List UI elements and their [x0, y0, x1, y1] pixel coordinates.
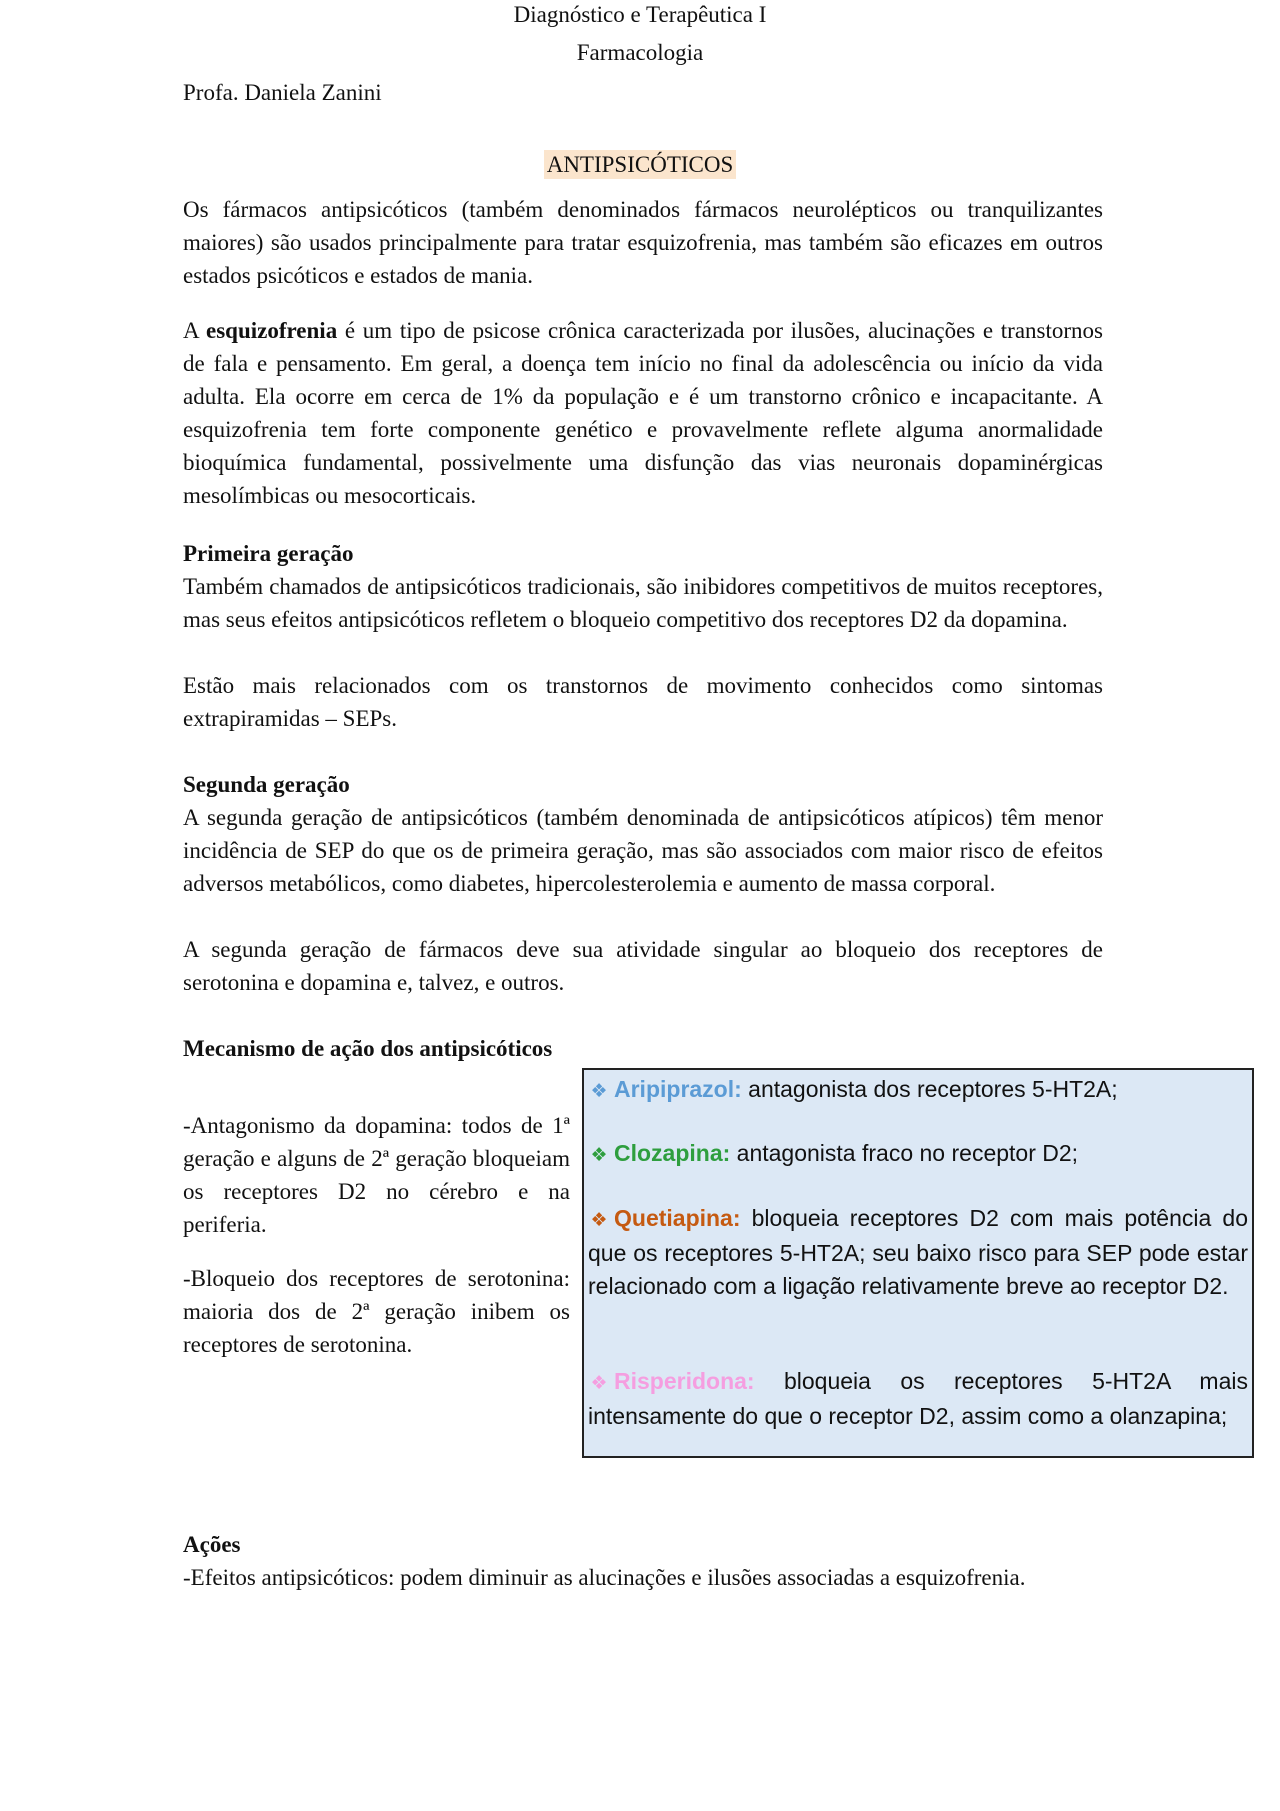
course-title: Diagnóstico e Terapêutica I	[513, 2, 767, 27]
intro-paragraph: Os fármacos antipsicóticos (também denominados fármacos neurolépticos ou tranquilizantes maiores) são usados principalmente para tratar esquizofrenia, mas também são eficazes em outros estados psicóticos e estados de mania.	[183, 197, 1103, 288]
drug-desc-clozapina: antagonista fraco no receptor D2;	[730, 1140, 1079, 1166]
page-title: ANTIPSICÓTICOS	[544, 150, 737, 179]
actions-heading: Ações	[183, 1532, 241, 1557]
box-item-aripiprazol	[588, 1073, 1248, 1108]
second-generation-heading: Segunda geração	[183, 772, 350, 797]
second-generation-p1: A segunda geração de antipsicóticos (também denominada de antipsicóticos atípicos) têm menor incidência de SEP do que os de primeira geração, mas são associados com maior risco de efeitos adversos metabólicos, como diabetes, hipercolesterolemia e aumento de massa corporal.	[183, 805, 1103, 896]
box-item-quetiapina	[588, 1202, 1248, 1303]
box-item-risperidona	[588, 1365, 1248, 1433]
schizophrenia-paragraph	[183, 314, 1103, 512]
drug-name-risperidona: Risperidona:	[614, 1368, 755, 1394]
mechanism-heading: Mecanismo de ação dos antipsicóticos	[183, 1036, 553, 1061]
diamond-bullet-icon: ❖	[590, 1081, 608, 1102]
page-title-wrapper	[0, 150, 1280, 180]
diamond-bullet-icon: ❖	[590, 1210, 608, 1231]
dopamine-antagonism: -Antagonismo da dopamina: todos de 1ª geração e alguns de 2ª geração bloqueiam os receptores D2 no cérebro e na periferia.	[183, 1113, 570, 1237]
schizophrenia-term: esquizofrenia	[206, 318, 338, 343]
schizo-prefix: A	[183, 318, 207, 343]
drug-desc-risperidona: bloqueia os receptores 5-HT2A mais intensamente do que o receptor D2, assim como a olanzapina;	[588, 1368, 1248, 1429]
serotonin-blockade: -Bloqueio dos receptores de serotonina: maioria dos de 2ª geração inibem os receptores de serotonina.	[183, 1266, 570, 1357]
second-generation-p2: A segunda geração de fármacos deve sua atividade singular ao bloqueio dos receptores de serotonina e dopamina e, talvez, e outros.	[183, 937, 1103, 995]
drug-desc-aripiprazol: antagonista dos receptores 5-HT2A;	[741, 1076, 1118, 1102]
box-item-clozapina	[588, 1137, 1248, 1172]
drug-name-quetiapina: Quetiapina:	[614, 1205, 741, 1231]
first-generation-heading: Primeira geração	[183, 541, 354, 566]
drug-desc-quetiapina: bloqueia receptores D2 com mais potência do que os receptores 5-HT2A; seu baixo risco para SEP pode estar relacionado com a ligação relativamente breve ao receptor D2.	[588, 1205, 1248, 1299]
professor-name: Profa. Daniela Zanini	[183, 80, 382, 105]
actions-paragraph: -Efeitos antipsicóticos: podem diminuir as alucinações e ilusões associadas a esquizofrenia.	[183, 1565, 1026, 1590]
first-generation-p2: Estão mais relacionados com os transtornos de movimento conhecidos como sintomas extrapiramidas – SEPs.	[183, 673, 1103, 731]
diamond-bullet-icon: ❖	[590, 1373, 608, 1394]
first-generation-p1: Também chamados de antipsicóticos tradicionais, são inibidores competitivos de muitos receptores, mas seus efeitos antipsicóticos refletem o bloqueio competitivo dos receptores D2 da dopamina.	[183, 574, 1103, 632]
diamond-bullet-icon: ❖	[590, 1145, 608, 1166]
schizo-text: é um tipo de psicose crônica caracterizada por ilusões, alucinações e transtornos de fala e pensamento. Em geral, a doença tem início no final da adolescência ou início da vida adulta. Ela ocorre em cerca de 1% da população e é um transtorno crônico e incapacitante. A esquizofrenia tem forte componente genético e provavelmente reflete alguma anormalidade bioquímica fundamental, possivelmente uma disfunção das vias neuronais dopaminérgicas mesolímbicas ou mesocorticais.	[183, 318, 1103, 508]
drug-name-aripiprazol: Aripiprazol:	[614, 1076, 742, 1102]
drug-name-clozapina: Clozapina:	[614, 1140, 731, 1166]
subject-title: Farmacologia	[576, 40, 704, 65]
drug-info-box	[582, 1068, 1254, 1458]
